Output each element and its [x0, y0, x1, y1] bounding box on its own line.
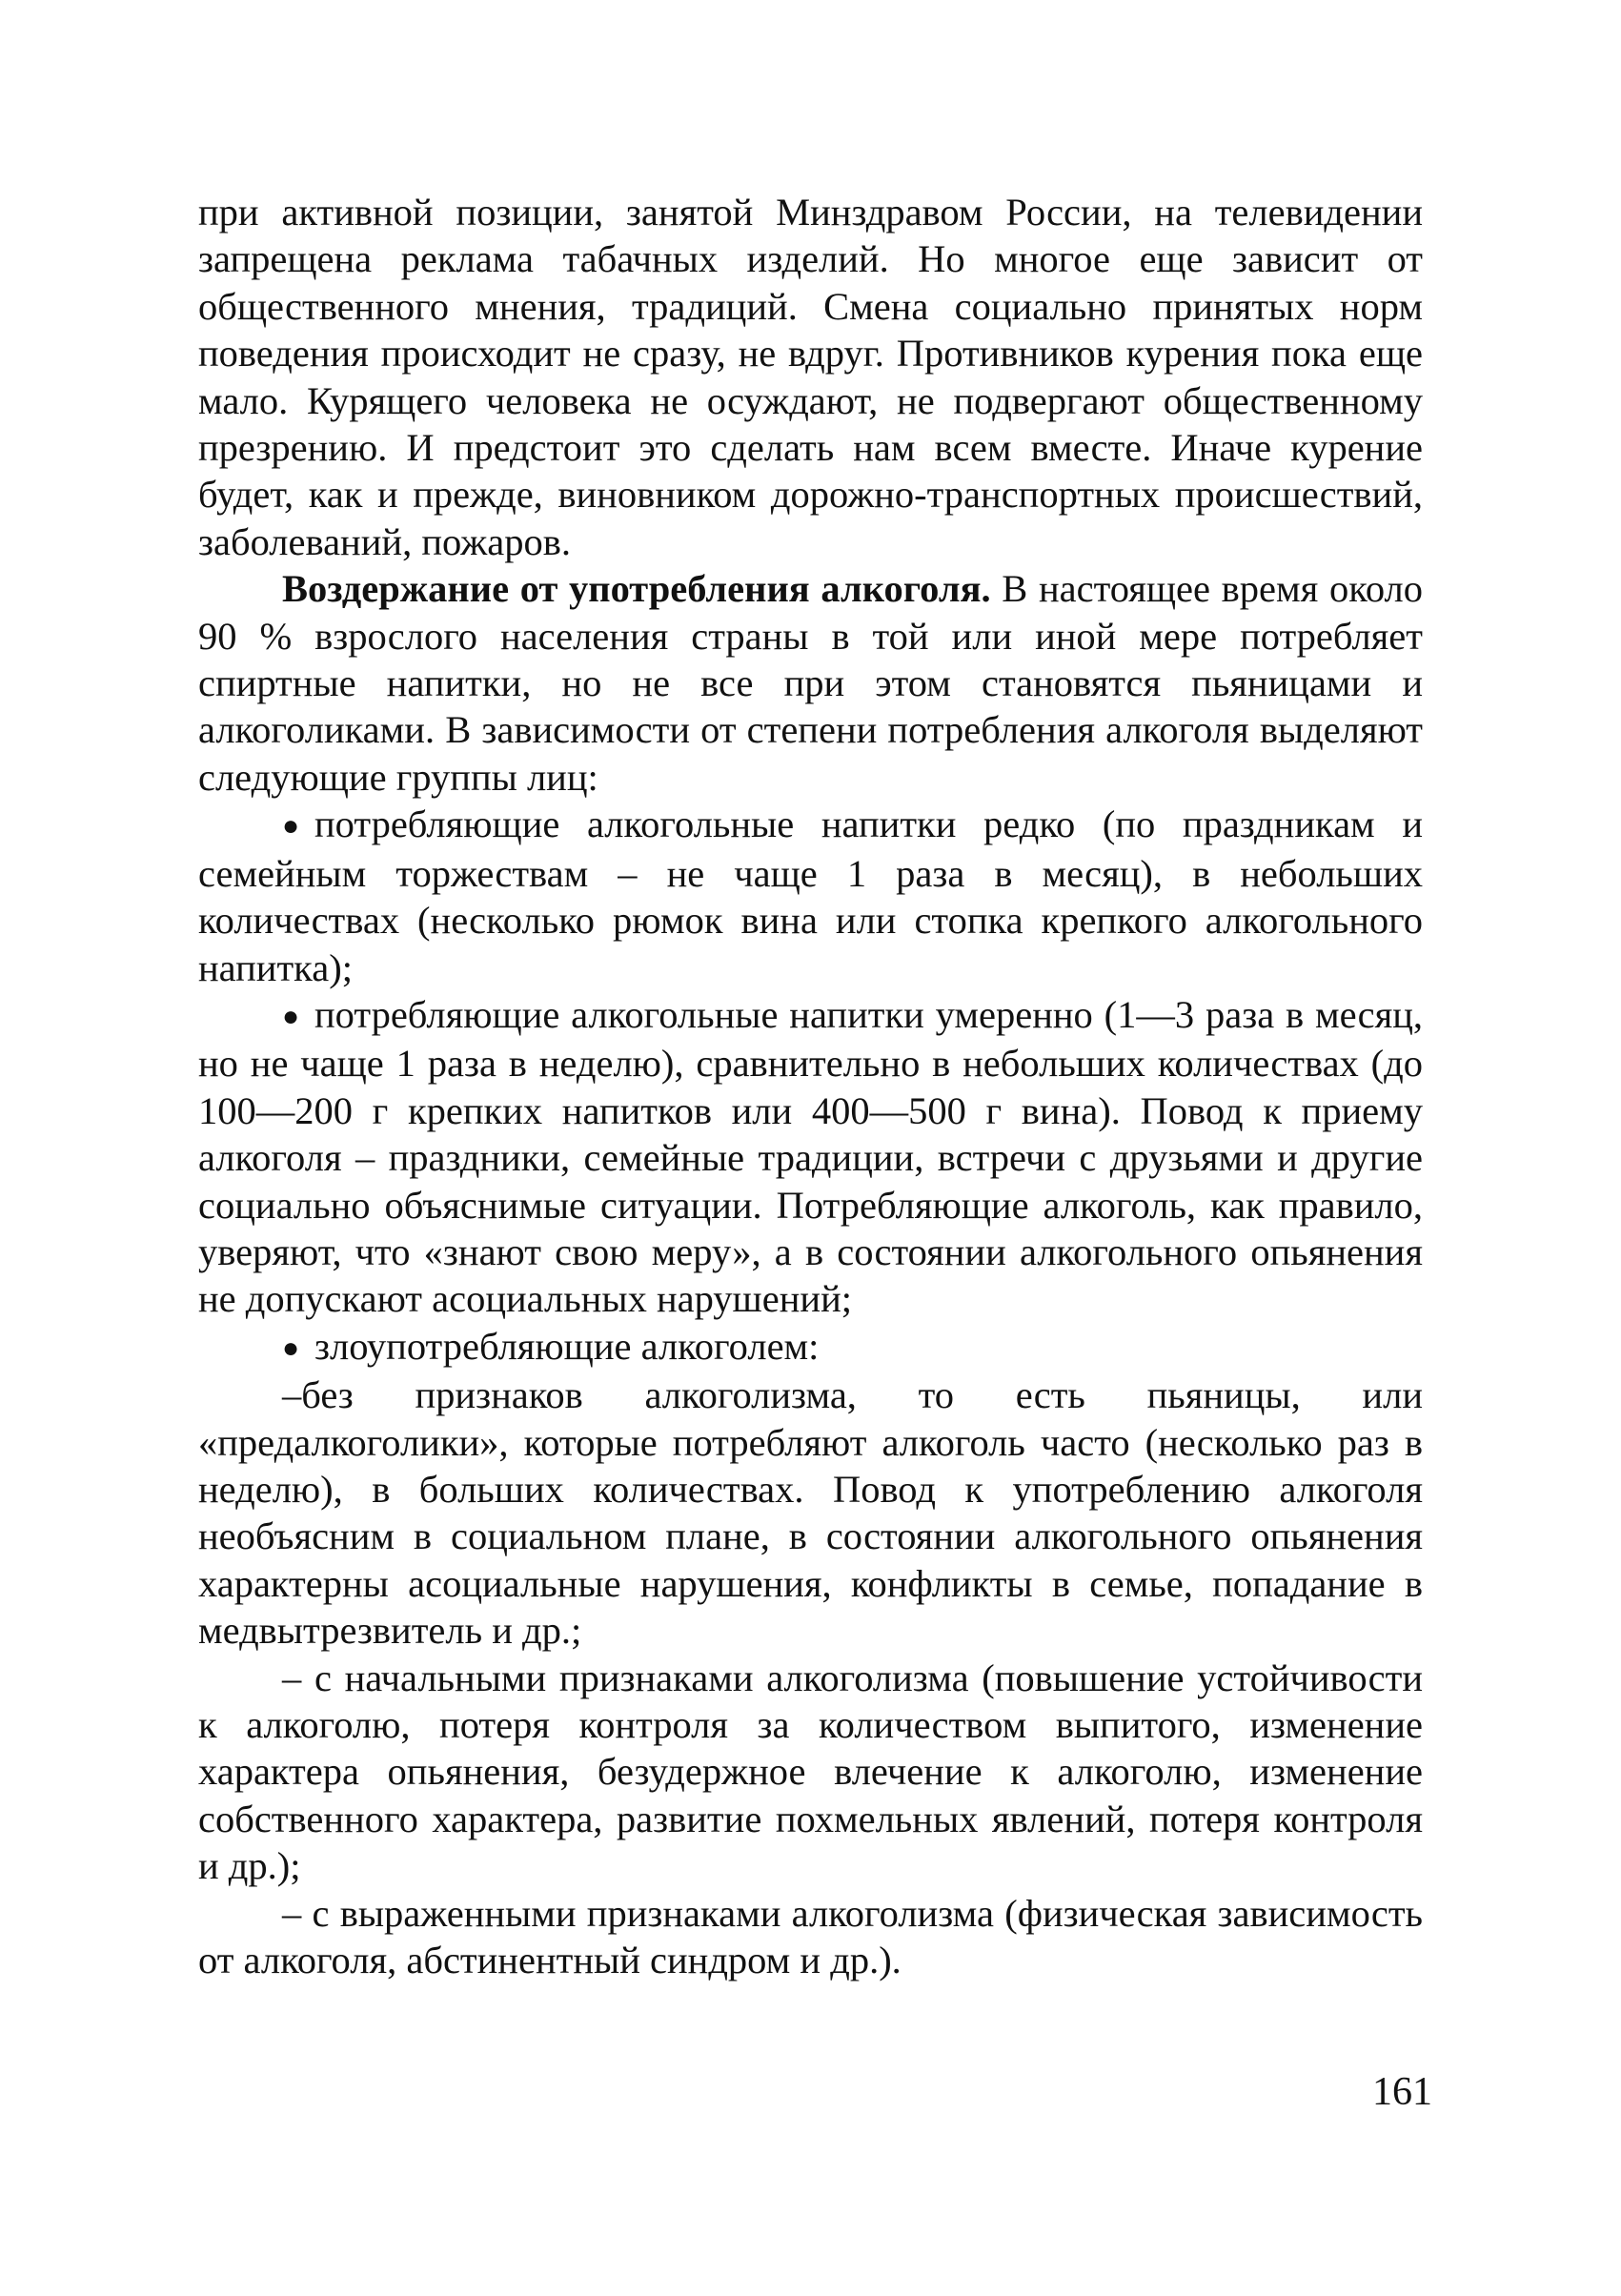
page-number: 161	[1372, 2070, 1432, 2114]
dash-item-pronounced-signs: – с выраженными признаками алкоголизма (физическая зависимость от алкоголя, абстинентный синдром и др.).	[198, 1891, 1423, 1982]
paragraph-body: В настоящее время около 90 % взрослого населения страны в той или иной мере потребляет спиртные напитки, но не все при этом становятся пьяницами и алкоголиками. В зависимости от степени потребления алкоголя выделяют следующие группы лиц:	[198, 567, 1423, 799]
bullet-text: потребляющие алкогольные напитки умеренно (1—3 раза в месяц, но не чаще 1 раза в неделю), сравнительно в небольших количествах (до 100—200 г крепких напитков или 400—500 г вина). Повод к приему алкоголя – праздники, семейные традиции, встречи с друзьями и другие социально объяснимые ситуации. Потребляющие алкоголь, как правило, уверяют, что «знают свою меру», а в состоянии алкогольного опьянения не допускают асоциальных нарушений;	[198, 992, 1423, 1321]
bullet-icon: ●	[282, 1000, 300, 1032]
bullet-item-moderately	[198, 991, 1423, 1323]
body-text	[198, 189, 1423, 1983]
dash-item-no-signs: –без признаков алкоголизма, то есть пьяницы, или «предалкоголики», которые потребляют алкоголь часто (несколько раз в неделю), в больших количествах. Повод к употреблению алкоголя необъясним в социальном плане, в состоянии алкогольного опьянения характерны асоциальные нарушения, конфликты в семье, попадание в медвытрезвитель и др.;	[198, 1373, 1423, 1653]
bullet-icon: ●	[282, 810, 300, 843]
bullet-text: злоупотребляющие алкоголем:	[314, 1324, 820, 1368]
bullet-text: потребляющие алкогольные напитки редко (по праздникам и семейным торжествам – не чаще 1 раза в месяц), в небольших количествах (несколько рюмок вина или стопка крепкого алкогольного напитка);	[198, 803, 1423, 989]
dash-item-initial-signs: – с начальными признаками алкоголизма (повышение устойчивости к алкоголю, потеря контроля за количеством выпитого, изменение характера опьянения, безудержное влечение к алкоголю, изменение собственного характера, развитие похмельных явлений, потеря контроля и др.);	[198, 1656, 1423, 1888]
bullet-icon: ●	[282, 1331, 300, 1364]
bullet-item-rarely	[198, 801, 1423, 991]
paragraph-alcohol-abstinence	[198, 565, 1423, 801]
section-lead-heading: Воздержание от употребления алкоголя.	[282, 567, 991, 611]
bullet-item-abusing	[198, 1323, 1423, 1372]
paragraph-continuation: при активной позиции, занятой Минздравом России, на телевидении запрещена реклама табачных изделий. Но многое еще зависит от общественного мнения, традиций. Смена социально принятых норм поведения происходит не сразу, не вдруг. Противников курения пока еще мало. Курящего человека не осуждают, не подвергают общественному презрению. И предстоит это сделать нам всем вместе. Иначе курение будет, как и прежде, виновником дорожно-транспортных происшествий, заболеваний, пожаров.	[198, 191, 1423, 563]
